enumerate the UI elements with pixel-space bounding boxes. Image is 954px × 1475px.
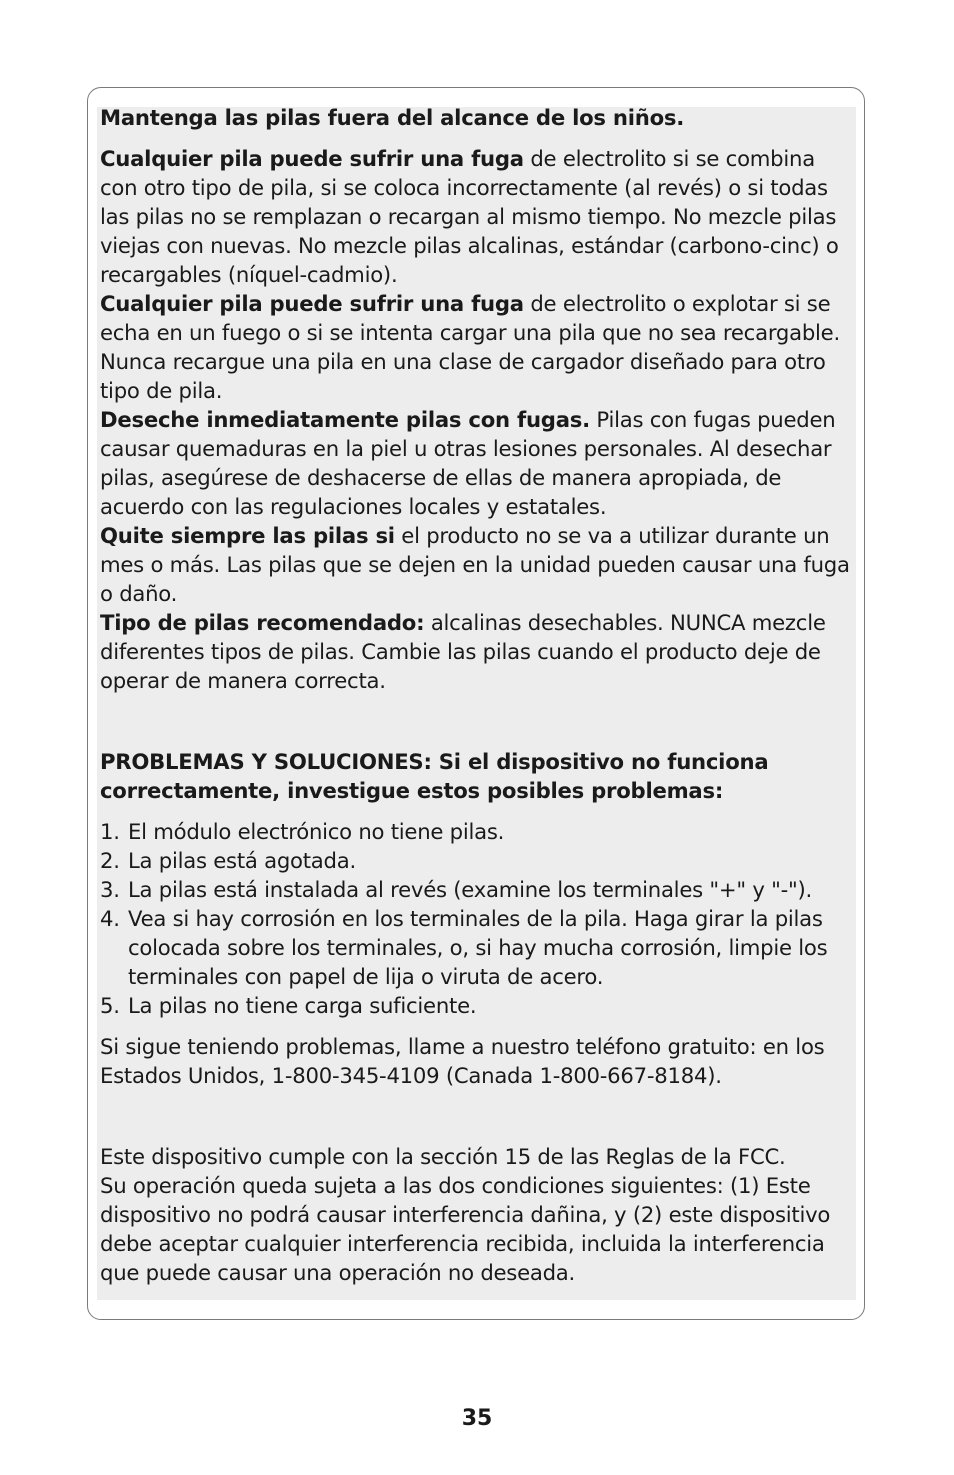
contact-paragraph: Si sigue teniendo problemas, llame a nuestro teléfono gratuito: en los Estados Unidos, 1-800-345-4109 (Canada 1-800-667-8184).	[100, 1034, 825, 1088]
page-number: 35	[461, 1406, 493, 1431]
list-item: 2. La pilas está agotada.	[100, 848, 356, 873]
fcc-statement-conditions: Su operación queda sujeta a las dos condiciones siguientes: (1) Este dispositivo no podrá causar interferencia dañina, y (2) este dispositivo debe aceptar cualquier interferencia recibida, incluida la interferencia que puede causar una operación no deseada.	[100, 1173, 831, 1285]
troubleshooting-heading: PROBLEMAS Y SOLUCIONES: Si el dispositivo no funciona correctamente, investigue estos posibles problemas:	[100, 749, 769, 803]
list-item: 3. La pilas está instalada al revés (examine los terminales "+" y "-").	[100, 877, 813, 902]
page-content	[100, 103, 856, 1287]
warning-paragraph-disposal: Deseche inmediatamente pilas con fugas. Pilas con fugas pueden causar quemaduras en la piel u otras lesiones personales. Al desechar pilas, asegúrese de deshacerse de ellas de manera apropiada, de acuerdo con las regulaciones locales y estatales.	[100, 407, 836, 519]
warning-paragraph-type: Tipo de pilas recomendado: alcalinas desechables. NUNCA mezcle diferentes tipos de pilas. Cambie las pilas cuando el producto deje de operar de manera correcta.	[100, 610, 826, 693]
list-item: 1. El módulo electrónico no tiene pilas.	[100, 819, 505, 844]
list-item: 5. La pilas no tiene carga suficiente.	[100, 993, 477, 1018]
warning-paragraph-fire: Cualquier pila puede sufrir una fuga de electrolito o explotar si se echa en un fuego o si se intenta cargar una pila que no sea recargable. Nunca recargue una pila en una clase de cargador diseñado para otro tipo de pila.	[100, 291, 840, 403]
problems-list	[100, 817, 856, 1020]
warning-heading: Mantenga las pilas fuera del alcance de los niños.	[100, 105, 685, 130]
warning-paragraph-remove: Quite siempre las pilas si el producto no se va a utilizar durante un mes o más. Las pilas que se dejen en la unidad pueden causar una fuga o daño.	[100, 523, 850, 606]
list-item: 4. Vea si hay corrosión en los terminales de la pila. Haga girar la pilas colocada sobre los terminales, o, si hay mucha corrosión, limpie los terminales con papel de lija o viruta de acero.	[100, 906, 828, 989]
warning-paragraph-mixing: Cualquier pila puede sufrir una fuga de electrolito si se combina con otro tipo de pila, si se coloca incorrectamente (al revés) o si todas las pilas no se remplazan o recargan al mismo tiempo. No mezcle pilas viejas con nuevas. No mezcle pilas alcalinas, estándar (carbono-cinc) o recargables (níquel-cadmio).	[100, 146, 839, 287]
fcc-statement-line1: Este dispositivo cumple con la sección 15 de las Reglas de la FCC.	[100, 1144, 786, 1169]
